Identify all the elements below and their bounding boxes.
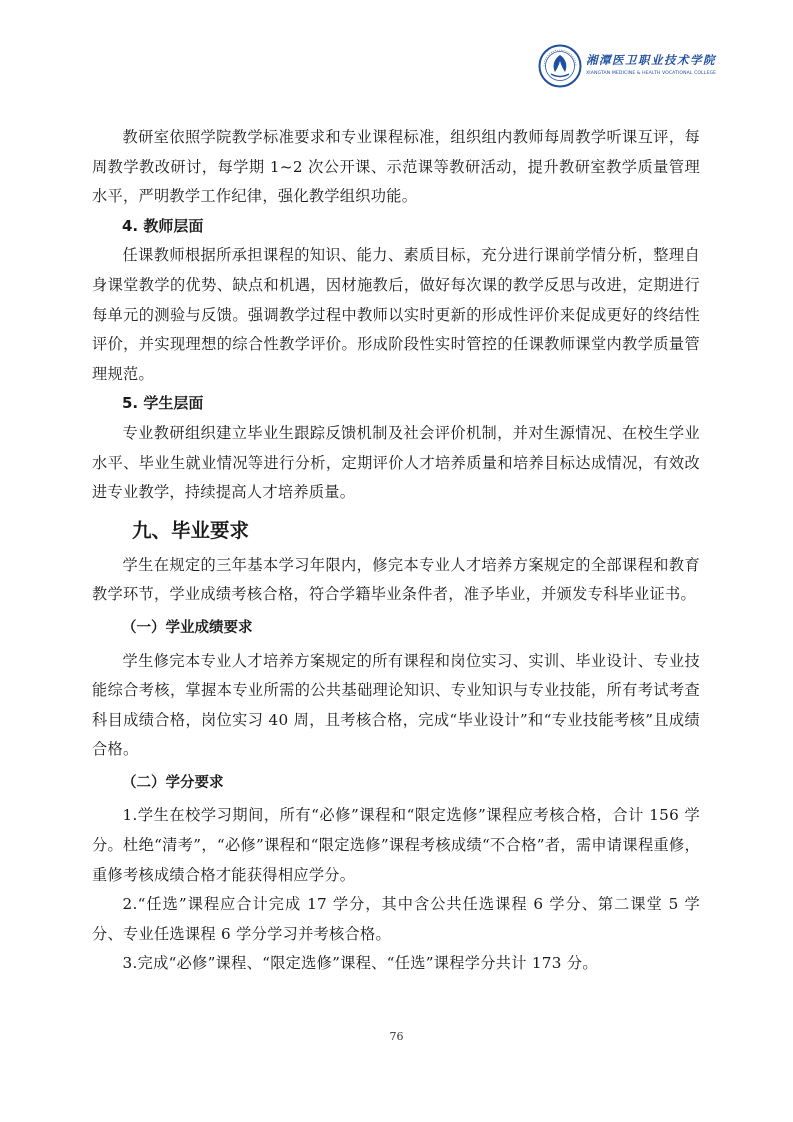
heading-credit-requirements: （二）学分要求	[122, 774, 224, 791]
paragraph-graduation-intro: 学生在规定的三年基本学习年限内，修完本专业人才培养方案规定的全部课程和教育教学环节，学业成绩考核合格，符合学籍毕业条件者，准予毕业，并颁发专科毕业证书。	[92, 555, 700, 604]
heading-graduation-requirements: 九、毕业要求	[132, 518, 250, 542]
paragraph-teacher-level: 任课教师根据所承担课程的知识、能力、素质目标，充分进行课前学情分析，整理自身课堂教学的优势、缺点和机遇，因材施教后，做好每次课的教学反思与改进，定期进行每单元的测验与反馈。强调教学过程中教师以实时更新的形成性评价来促成更好的终结性评价，并实现理想的综合性教学评价。形成阶段性实时管控的任课教师课堂内教学质量管理规范。	[92, 246, 700, 383]
college-name-en: XIANGTAN MEDICINE & HEALTH VOCATIONAL COLLEGE	[586, 71, 717, 76]
paragraph-credit-1: 1.学生在校学习期间，所有“必修”课程和“限定选修”课程应考核合格，合计 156 学分。杜绝“清考”，“必修”课程和“限定选修”课程考核成绩“不合格”者，需申请课程重修，重修考核成绩合格才能获得相应学分。	[92, 806, 700, 884]
document-body	[92, 123, 700, 979]
college-emblem-icon	[538, 44, 582, 88]
heading-teacher-level: 4. 教师层面	[122, 216, 204, 235]
paragraph-academic-results: 学生修完本专业人才培养方案规定的所有课程和岗位实习、实训、毕业设计、专业技能综合考核，掌握本专业所需的公共基础理论知识、专业知识与专业技能，所有考试考查科目成绩合格，岗位实习 40 周，且考核合格，完成“毕业设计”和“专业技能考核”且成绩合格。	[92, 651, 700, 759]
page-number: 76	[389, 1030, 404, 1043]
paragraph-credit-3: 3.完成“必修”课程、“限定选修”课程、“任选”课程学分共计 173 分。	[122, 954, 598, 973]
college-logo	[538, 44, 717, 88]
paragraph-credit-2: 2.“任选”课程应合计完成 17 学分，其中含公共任选课程 6 学分、第二课堂 5 学分、专业任选课程 6 学分学习并考核合格。	[92, 895, 700, 943]
paragraph-teaching-office: 教研室依照学院教学标准要求和专业课程标准，组织组内教师每周教学听课互评，每周教学教改研讨，每学期 1~2 次公开课、示范课等教研活动，提升教研室教学质量管理水平，严明教学工作纪律，强化教学组织功能。	[92, 128, 700, 206]
college-name-cn: 湘潭医卫职业技术学院	[586, 53, 716, 67]
heading-student-level: 5. 学生层面	[122, 394, 204, 413]
heading-academic-results: （一）学业成绩要求	[122, 619, 253, 636]
paragraph-student-level: 专业教研组织建立毕业生跟踪反馈机制及社会评价机制，并对生源情况、在校生学业水平、毕业生就业情况等进行分析，定期评价人才培养质量和培养目标达成情况，有效改进专业教学，持续提高人才培养质量。	[92, 423, 700, 502]
